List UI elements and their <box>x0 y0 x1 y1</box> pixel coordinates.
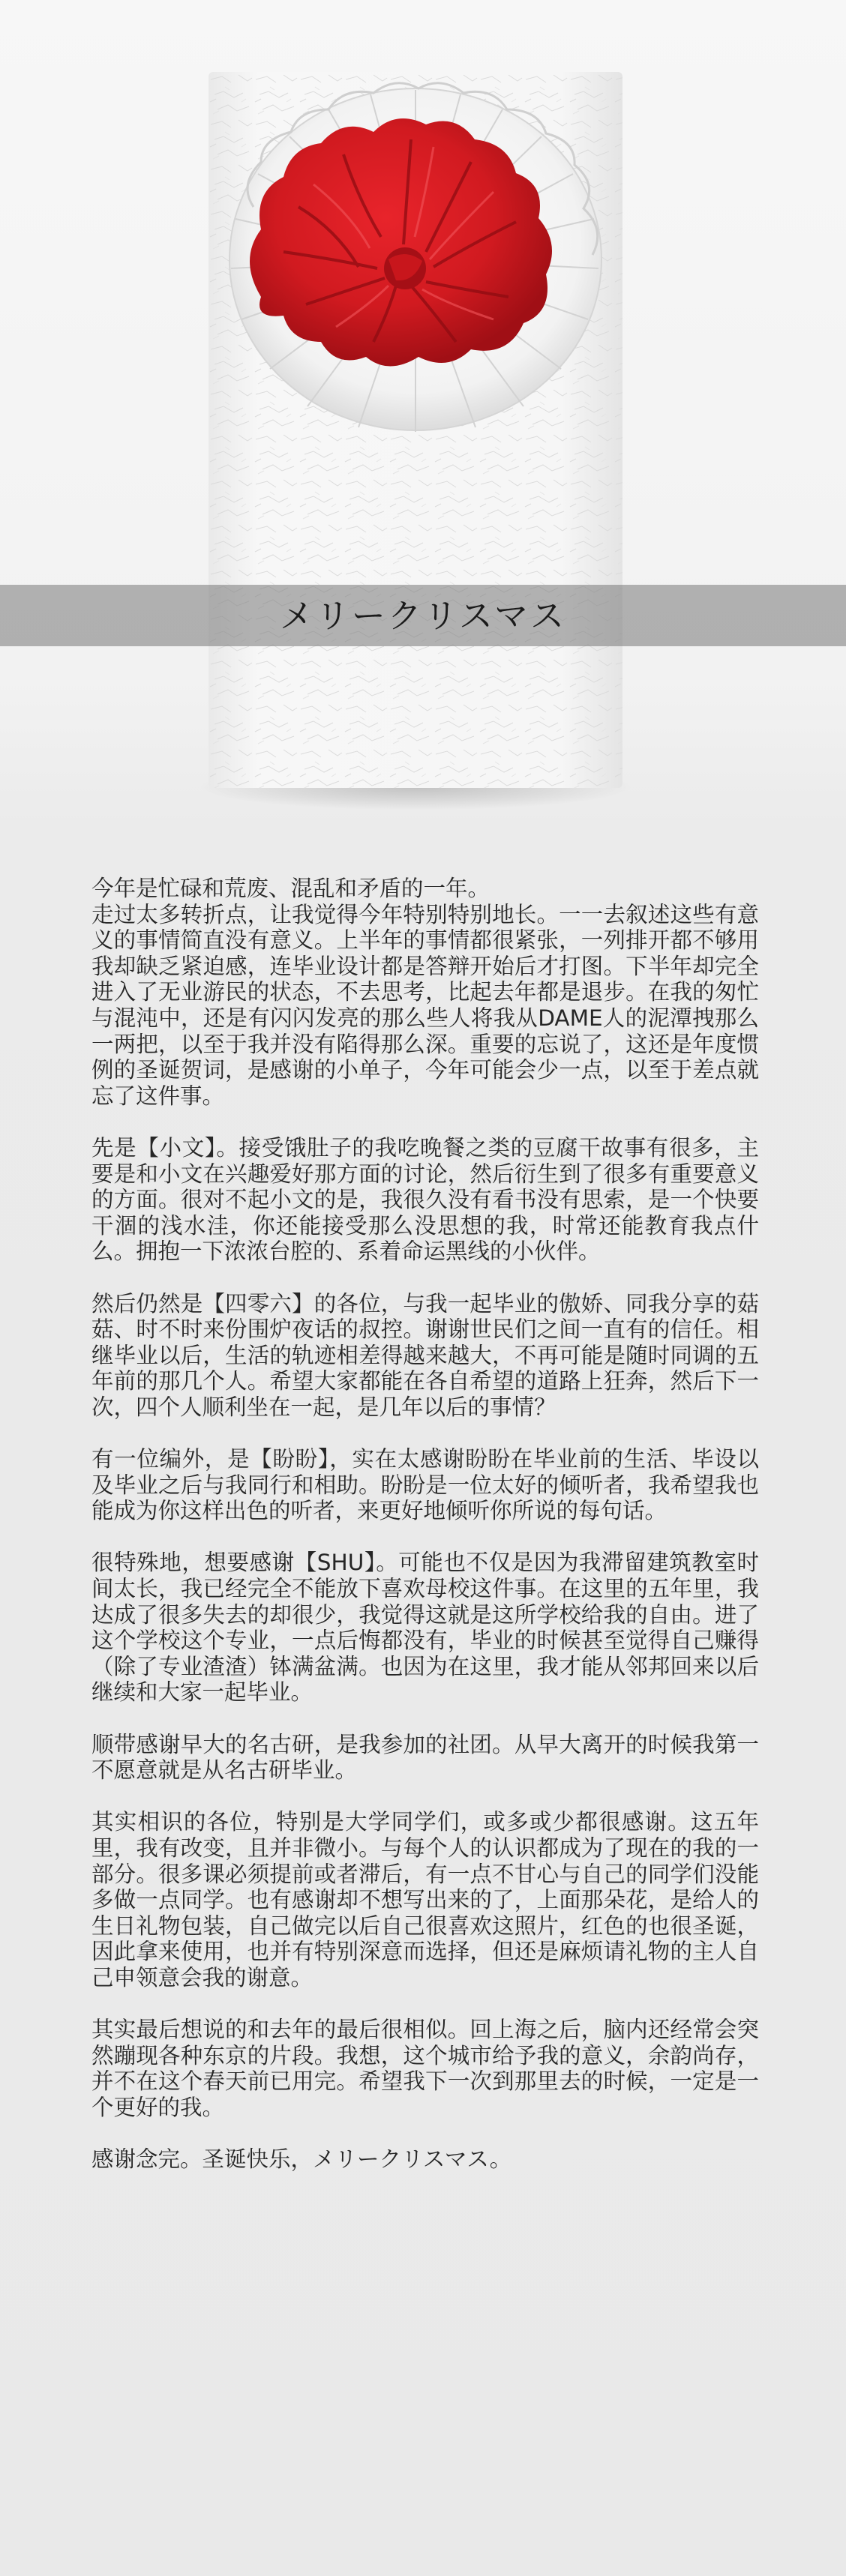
paragraph-intro: 今年是忙碌和荒废、混乱和矛盾的一年。 走过太多转折点，让我觉得今年特别特别地长。一一去叙述这些有意义的事情简直没有意义。上半年的事情都很紧张，一列排开都不够用我却缺乏紧迫感，连毕业设计都是答辩开始后才打图。下半年却完全进入了无业游民的状态，不去思考，比起去年都是退步。在我的匆忙与混沌中，还是有闪闪发亮的那么些人将我从DAME人的泥潭拽那么一两把，以至于我并没有陷得那么深。重要的忘说了，这还是年度惯例的圣诞贺词，是感谢的小单子，今年可能会少一点，以至于差点就忘了这件事。 <box>92 876 759 1109</box>
paragraph-tokyo: 其实最后想说的和去年的最后很相似。回上海之后，脑内还经常会突然蹦现各种东京的片段。我想，这个城市给予我的意义，余韵尚存，并不在这个春天前已用完。希望我下一次到那里去的时候，一定是一个更好的我。 <box>92 2017 759 2120</box>
gift-photo <box>208 72 622 788</box>
paragraph-xiaowen: 先是【小文】。接受饿肚子的我吃晚餐之类的豆腐干故事有很多，主要是和小文在兴趣爱好那方面的讨论，然后衍生到了很多有重要意义的方面。很对不起小文的是，我很久没有看书没有思索，是一个快要干涸的浅水洼，你还能接受那么没思想的我，时常还能教育我点什么。拥抱一下浓浓台腔的、系着命运黑线的小伙伴。 <box>92 1134 759 1265</box>
title-band <box>0 585 846 646</box>
paragraph-meiguyan: 顺带感谢早大的名古研，是我参加的社团。从早大离开的时候我第一不愿意就是从名古研毕业。 <box>92 1731 759 1784</box>
page-title: メリークリスマス <box>279 595 567 636</box>
red-flower <box>250 118 552 367</box>
gift-illustration <box>208 72 622 788</box>
paragraph-panpan: 有一位编外，是【盼盼】，实在太感谢盼盼在毕业前的生活、毕设以及毕业之后与我同行和相助。盼盼是一位太好的倾听者，我希望我也能成为你这样出色的听者，来更好地倾听你所说的每句话。 <box>92 1446 759 1524</box>
paragraph-classmates: 其实相识的各位，特别是大学同学们，或多或少都很感谢。这五年里，我有改变，且并非微小。与每个人的认识都成为了现在的我的一部分。很多课必须提前或者滞后，有一点不甘心与自己的同学们没能多做一点同学。也有感谢却不想写出来的了，上面那朵花，是给人的生日礼物包装，自己做完以后自己很喜欢这照片，红色的也很圣诞，因此拿来使用，也并有特别深意而选择，但还是麻烦请礼物的主人自己申领意会我的谢意。 <box>92 1809 759 1990</box>
paragraph-406: 然后仍然是【四零六】的各位，与我一起毕业的傲娇、同我分享的菇菇、时不时来份围炉夜话的叔控。谢谢世民们之间一直有的信任。相继毕业以后，生活的轨迹相差得越来越大，不再可能是随时同调的五年前的那几个人。希望大家都能在各自希望的道路上狂奔，然后下一次，四个人顺利坐在一起，是几年以后的事情？ <box>92 1290 759 1420</box>
paragraph-shu: 很特殊地，想要感谢【SHU】。可能也不仅是因为我滞留建筑教室时间太长，我已经完全不能放下喜欢母校这件事。在这里的五年里，我达成了很多失去的却很少，我觉得这就是这所学校给我的自由。进了这个学校这个专业，一点后悔都没有，毕业的时候甚至觉得自己赚得（除了专业渣渣）钵满盆满。也因为在这里，我才能从邻邦回来以后继续和大家一起毕业。 <box>92 1550 759 1706</box>
paragraph-closing: 感谢念完。圣诞快乐，メリークリスマス。 <box>92 2146 512 2173</box>
letter-body <box>92 876 759 2173</box>
